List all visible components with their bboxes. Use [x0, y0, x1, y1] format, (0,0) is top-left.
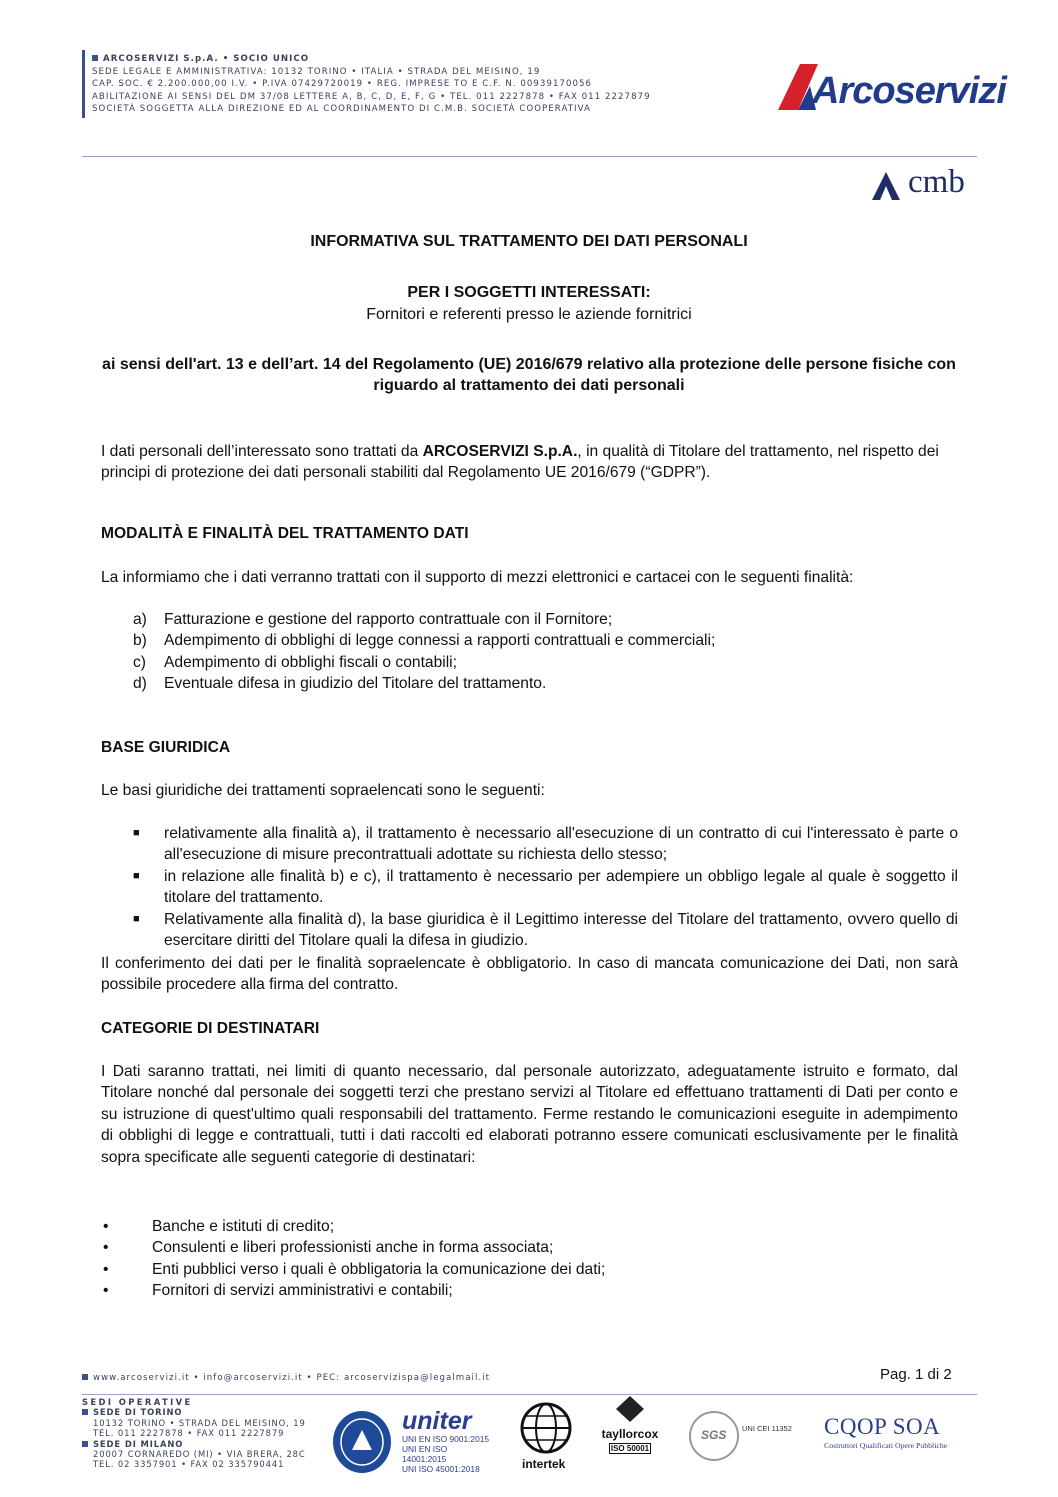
square-bullet-icon	[82, 1441, 88, 1447]
intro-text-end: , in qualità di Titolare del trattamento, nel rispetto dei principi di protezione dei dati personali stabiliti dal Regolamento UE 2016/679 (“GDPR”).	[101, 443, 939, 482]
list-item-text: Consulenti e liberi professionisti anche in forma associata;	[152, 1239, 554, 1257]
list-item-text: Adempimento di obblighi di legge connessi a rapporti contrattuali e commerciali;	[164, 632, 716, 650]
list-item-text: Banche e istituti di credito;	[152, 1218, 335, 1235]
list-item-text: Eventuale difesa in giudizio del Titolare del trattamento.	[164, 675, 547, 693]
cmb-logo-text: cmb	[908, 164, 965, 200]
page-number: Pag. 1 di 2	[880, 1366, 952, 1383]
company-header-info	[92, 53, 651, 116]
legal-basis-closing: Il conferimento dei dati per le finalità sopraelencate è obbligatorio. In caso di mancata comunicazione dei Dati, non sarà possibile procedere alla firma del contratto.	[101, 955, 958, 994]
list-item	[101, 909, 958, 952]
uniter-cert-1: UNI EN ISO 9001:2015	[402, 1434, 490, 1444]
office-torino-name: SEDE DI TORINO	[93, 1407, 183, 1418]
square-bullet-icon: ■	[133, 912, 140, 925]
uniter-cert-2: UNI EN ISO 14001:2015	[402, 1444, 448, 1464]
office-milano-name: SEDE DI MILANO	[93, 1438, 184, 1449]
header-line-4: ABILITAZIONE AI SENSI DEL DM 37/08 LETTERE A, B, C, D, E, F, G • TEL. 011 2227878 • FAX 011 2227879	[92, 91, 651, 102]
footer-divider	[82, 1394, 977, 1395]
bullet-icon: •	[103, 1282, 109, 1300]
list-item-text: relativamente alla finalità a), il trattamento è necessario all'esecuzione di un contratto di cui l'interessato è parte o all'esecuzione di misure precontrattuali adottate su richiesta dello stesso;	[164, 825, 958, 864]
section-heading-purposes: MODALITÀ E FINALITÀ DEL TRATTAMENTO DATI	[101, 525, 469, 542]
list-item-text: Adempimento di obblighi fiscali o contabili;	[164, 653, 457, 671]
arcoservizi-logo-text: Arcoservizi	[812, 70, 1006, 112]
tayllorcox-logo	[600, 1396, 660, 1476]
arcoservizi-logo	[778, 58, 1006, 116]
header-line-1: ARCOSERVIZI S.p.A. • SOCIO UNICO	[103, 54, 310, 64]
square-bullet-icon	[82, 1374, 88, 1380]
section-heading-recipients: CATEGORIE DI DESTINATARI	[101, 1020, 320, 1037]
list-item-text: Fatturazione e gestione del rapporto contrattuale con il Fornitore;	[164, 611, 613, 628]
list-item	[101, 673, 958, 694]
square-bullet-icon	[82, 1409, 88, 1415]
sgs-logo-text: SGS	[701, 1428, 727, 1442]
recipients-list	[101, 1216, 958, 1302]
purposes-list	[101, 609, 958, 695]
soa-logo-subtitle: Costruttori Qualificati Opere Pubbliche	[824, 1441, 948, 1450]
list-marker: d)	[133, 675, 147, 693]
section-heading-legal-basis: BASE GIURIDICA	[101, 739, 231, 756]
footer-contacts-text: www.arcoservizi.it • info@arcoservizi.it • PEC: arcoservizispa@legalmail.it	[93, 1373, 491, 1383]
intertek-logo	[520, 1402, 572, 1476]
company-name: ARCOSERVIZI S.p.A.	[422, 443, 578, 460]
uniter-cert-3: UNI ISO 45001:2018	[402, 1464, 480, 1474]
office-milano-phone: TEL. 02 3357901 • FAX 02 335790441	[93, 1459, 285, 1470]
list-item	[101, 652, 958, 673]
office-torino-address: 10132 TORINO • STRADA DEL MEISINO, 19	[93, 1417, 306, 1428]
legal-basis-list	[101, 823, 958, 951]
header-line-3: CAP. SOC. € 2.200.000,00 I.V. • P.IVA 07429720019 • REG. IMPRESE TO E C.F. N. 00939170056	[92, 79, 593, 90]
header-accent-bar	[82, 50, 85, 118]
office-milano-address: 20007 CORNAREDO (MI) • VIA BRERA, 28C	[93, 1449, 306, 1460]
list-item-text: Fornitori di servizi amministrativi e contabili;	[152, 1282, 453, 1300]
square-bullet-icon	[92, 55, 98, 61]
list-item-text: Enti pubblici verso i quali è obbligatoria la comunicazione dei dati;	[152, 1260, 606, 1278]
bullet-icon: •	[103, 1239, 109, 1257]
tayllorcox-logo-text: tayllorcox	[601, 1427, 659, 1441]
intro-text-start: I dati personali dell’interessato sono trattati da	[101, 443, 423, 460]
uniter-logo-text: uniter	[402, 1407, 472, 1435]
bullet-icon: •	[103, 1260, 109, 1278]
legal-reference: ai sensi dell'art. 13 e dell’art. 14 del Regolamento (UE) 2016/679 relativo alla protezione delle persone fisiche con riguardo al trattamento dei dati personali	[102, 356, 956, 394]
office-torino-phone: TEL. 011 2227878 • FAX 011 2227879	[93, 1428, 285, 1439]
list-item	[101, 609, 958, 630]
soa-logo	[824, 1414, 980, 1458]
uniter-logo	[402, 1408, 492, 1476]
legal-basis-intro: Le basi giuridiche dei trattamenti sopraelencati sono le seguenti:	[101, 782, 545, 799]
header-divider	[82, 156, 977, 157]
operational-offices	[82, 1397, 306, 1470]
intro-paragraph	[101, 441, 958, 484]
sgs-logo	[688, 1410, 740, 1462]
accredia-logo	[332, 1410, 392, 1474]
list-item	[101, 866, 958, 909]
header-line-5: SOCIETÀ SOGGETTA ALLA DIREZIONE ED AL COORDINAMENTO DI C.M.B. SOCIETÀ COOPERATIVA	[92, 104, 591, 115]
list-item-text: in relazione alle finalità b) e c), il trattamento è necessario per adempiere un obbligo legale al quale è soggetto il titolare del trattamento.	[164, 867, 958, 907]
intertek-logo-text: intertek	[522, 1457, 566, 1471]
purposes-intro: La informiamo che i dati verranno trattati con il supporto di mezzi elettronici e cartacei con le seguenti finalità:	[101, 569, 854, 586]
offices-title: SEDI OPERATIVE	[82, 1397, 193, 1407]
list-item	[101, 1216, 958, 1237]
list-item	[101, 1237, 958, 1258]
bullet-icon: •	[103, 1218, 109, 1235]
recipients-paragraph: I Dati saranno trattati, nei limiti di quanto necessario, dal personale autorizzato, adeguatamente istruito e formato, dal Titolare nonché dal personale dei soggetti terzi che prestano servizi al Titolare ed effettuano trattamenti di Dati per conto e su istruzione di quest'ultimo quali responsabili del trattamento. Ferme restando le comunicazioni eseguite in adempimento di obblighi di legge e contrattuali, tutti i dati raccolti ed elaborati potranno essere comunicati esclusivamente per le finalità sopra specificate alle seguenti categorie di destinatari:	[101, 1063, 958, 1166]
soa-logo-text: CQOP SOA	[824, 1414, 941, 1439]
list-item	[101, 630, 958, 651]
square-bullet-icon: ■	[133, 869, 140, 882]
list-item	[101, 1280, 958, 1301]
list-item	[101, 823, 958, 866]
cmb-logo	[872, 164, 982, 206]
header-line-2: SEDE LEGALE E AMMINISTRATIVA: 10132 TORINO • ITALIA • STRADA DEL MEISINO, 19	[92, 66, 541, 77]
subjects-heading: PER I SOGGETTI INTERESSATI:	[407, 284, 651, 301]
list-marker: b)	[133, 632, 147, 650]
list-marker: c)	[133, 653, 146, 671]
document-title: INFORMATIVA SUL TRATTAMENTO DEI DATI PERSONALI	[310, 233, 748, 250]
footer-contacts	[82, 1373, 490, 1383]
square-bullet-icon: ■	[133, 827, 140, 839]
tayllorcox-iso-badge: ISO 50001	[610, 1444, 650, 1453]
subjects-text: Fornitori e referenti presso le aziende fornitrici	[366, 306, 692, 323]
list-item	[101, 1259, 958, 1280]
list-item-text: Relativamente alla finalità d), la base giuridica è il Legittimo interesse del Titolare del trattamento, ovvero quello di esercitare diritti del Titolare quali la difesa in giudizio.	[164, 910, 958, 950]
sgs-cert-text: UNI CEI 11352	[742, 1424, 792, 1433]
list-marker: a)	[133, 611, 147, 628]
